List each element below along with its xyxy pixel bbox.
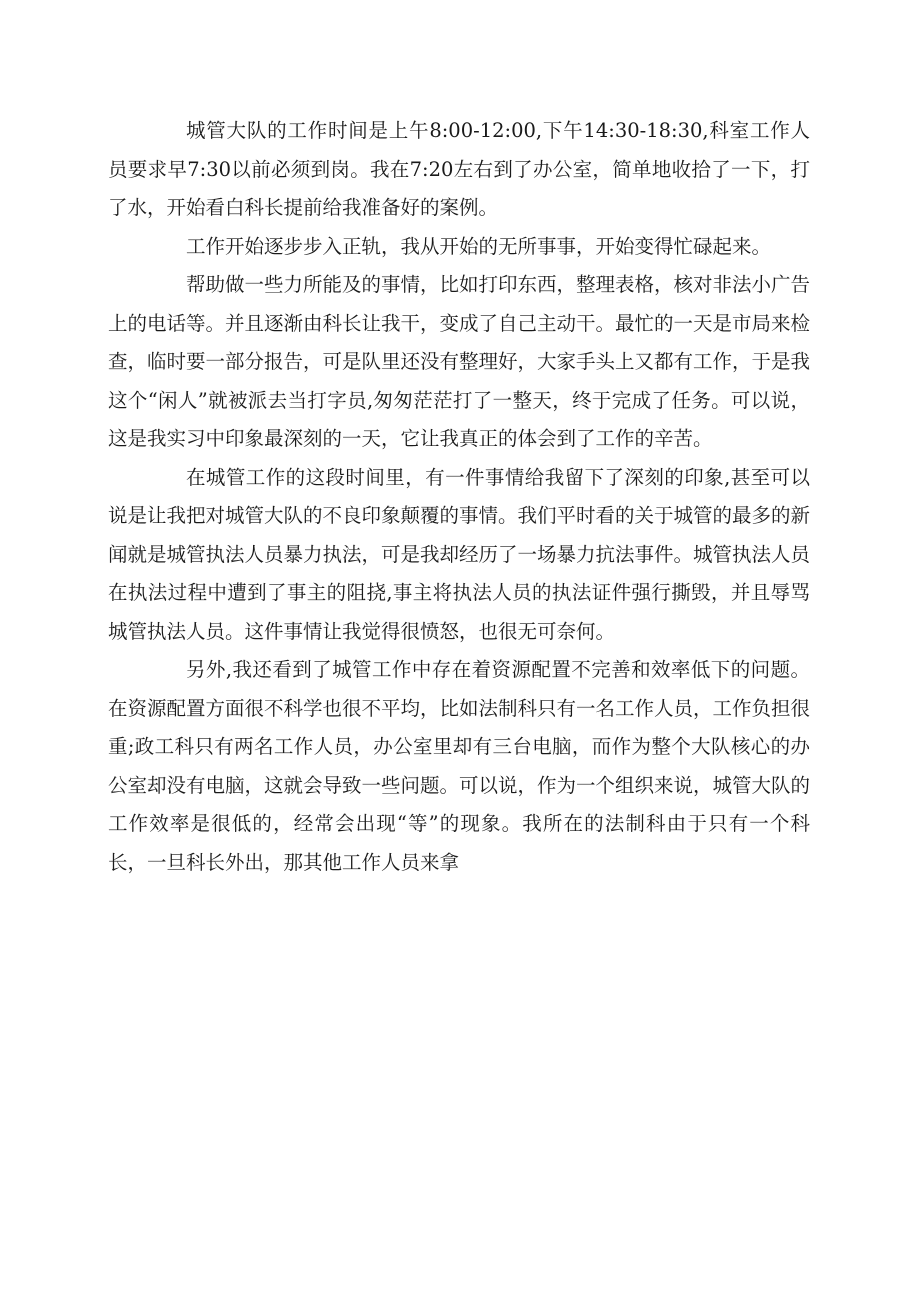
paragraph-work-hours: 城管大队的工作时间是上午8:00-12:00,下午14:30-18:30,科室工作人员要求早7:30以前必须到岗。我在7:20左右到了办公室，简单地收拾了一下，打了水，开始看白科长提前给我准备好的案例。 — [108, 119, 810, 219]
paragraph-getting-busy: 工作开始逐步步入正轨，我从开始的无所事事，开始变得忙碌起来。 — [186, 234, 772, 258]
paragraph-resource-allocation: 另外,我还看到了城管工作中存在着资源配置不完善和效率低下的问题。在资源配置方面很不科学也很不平均，比如法制科只有一名工作人员，工作负担很重;政工科只有两名工作人员，办公室里却有三台电脑，而作为整个大队核心的办公室却没有电脑，这就会导致一些问题。可以说，作为一个组织来说，城管大队的工作效率是很低的，经常会出现“等”的现象。我所在的法制科由于只有一个科长，一旦科长外出，那其他工作人员来拿 — [108, 658, 811, 874]
paragraph-busiest-day: 帮助做一些力所能及的事情，比如打印东西，整理表格，核对非法小广告上的电话等。并且逐渐由科长让我干，变成了自己主动干。最忙的一天是市局来检查，临时要一部分报告，可是队里还没有整理好，大家手头上又都有工作，于是我这个“闲人”就被派去当打字员,匆匆茫茫打了一整天，终于完成了任务。可以说，这是我实习中印象最深刻的一天，它让我真正的体会到了工作的辛苦。 — [108, 273, 811, 450]
paragraph-violent-incident: 在城管工作的这段时间里，有一件事情给我留下了深刻的印象,甚至可以说是让我把对城管大队的不良印象颠覆的事情。我们平时看的关于城管的最多的新闻就是城管执法人员暴力执法，可是我却经历了一场暴力抗法事件。城管执法人员在执法过程中遭到了事主的阻挠,事主将执法人员的执法证件强行撕毁，并且辱骂城管执法人员。这件事情让我觉得很愤怒，也很无可奈何。 — [108, 465, 811, 643]
document-body — [108, 112, 810, 882]
